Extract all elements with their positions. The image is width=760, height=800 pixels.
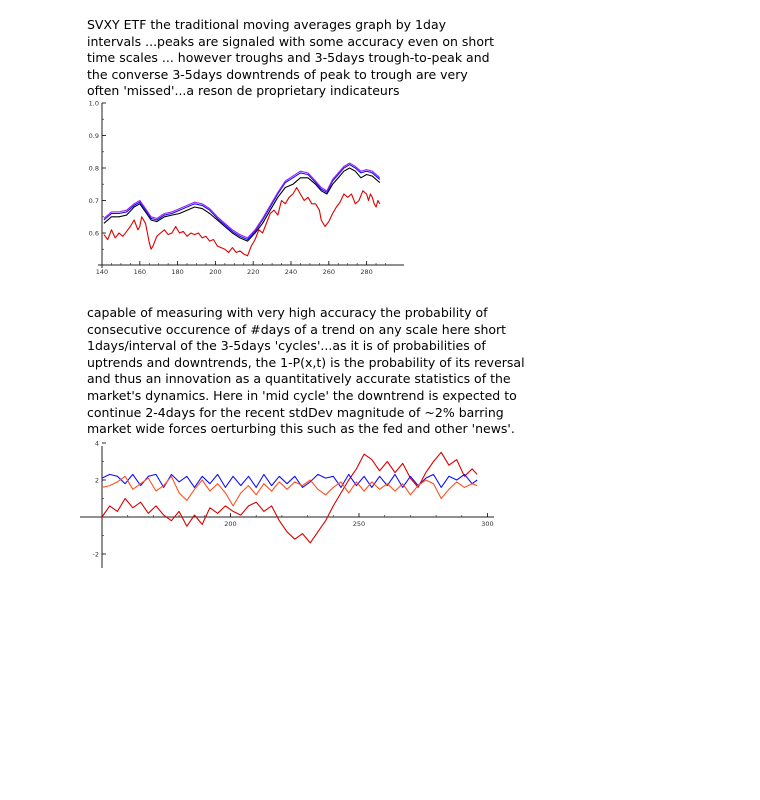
chart1-y-tick-label: 1.0 [88, 99, 99, 108]
chart1-x-tick-label: 180 [171, 268, 184, 276]
chart1-y-tick-label: 0.6 [88, 229, 99, 238]
chart1-x-tick-label: 140 [95, 268, 109, 276]
chart1-y-tick-label: 0.8 [88, 164, 99, 173]
paragraph-1-line: the converse 3-5days downtrends of peak to trough are very [87, 66, 468, 82]
paragraph-2-line: uptrends and downtrends, the 1-P(x,t) is the probability of its reversal [87, 354, 525, 370]
chart2-x-tick-label: 250 [352, 520, 366, 528]
chart2-series-line-0 [102, 452, 477, 543]
paragraph-1-line: intervals ...peaks are signaled with some accuracy even on short [87, 33, 495, 49]
chart1-x-tick-label: 220 [246, 268, 260, 276]
chart2-y-tick-label: 4 [94, 439, 99, 448]
paragraph-1-line: time scales ... however troughs and 3-5days trough-to-peak and [87, 50, 490, 66]
chart2-y-tick-label: 2 [94, 476, 99, 485]
chart1-y-tick-label: 0.9 [88, 132, 99, 140]
chart1-x-tick-label: 160 [133, 268, 147, 276]
chart1-x-tick-label: 240 [284, 268, 298, 276]
chart1-y-tick-label: 0.7 [88, 197, 99, 205]
paragraph-2-line: market's dynamics. Here in 'mid cycle' the downtrend is expected to [87, 387, 517, 403]
chart2-x-tick-label: 200 [224, 520, 237, 528]
paragraph-2-line: consecutive occurence of #days of a trend on any scale here short [87, 321, 507, 337]
chart2-y-tick-label: -2 [92, 550, 99, 559]
paragraph-2-line: 1days/interval of the 3-5days 'cycles'...as it is of probabilities of [87, 338, 486, 354]
paragraph-2-line: market wide forces oerturbing this such as the fed and other 'news'. [87, 421, 515, 437]
paragraph-2-line: and thus an innovation as a quantitatively accurate statistics of the [87, 371, 511, 387]
paragraph-1-line: often 'missed'...a reson de proprietary indicateurs [87, 83, 400, 99]
paragraph-1-line: SVXY ETF the traditional moving averages graph by 1day [87, 17, 446, 32]
chart1-x-tick-label: 260 [322, 268, 336, 276]
chart2-x-tick-label: 300 [481, 520, 494, 528]
chart1-x-tick-label: 200 [209, 268, 222, 276]
chart1-x-tick-label: 280 [360, 268, 373, 276]
paragraph-2-line: continue 2-4days for the recent stdDev magnitude of ~2% barring [87, 404, 504, 420]
paragraph-2-line: capable of measuring with very high accuracy the probability of [87, 305, 488, 320]
